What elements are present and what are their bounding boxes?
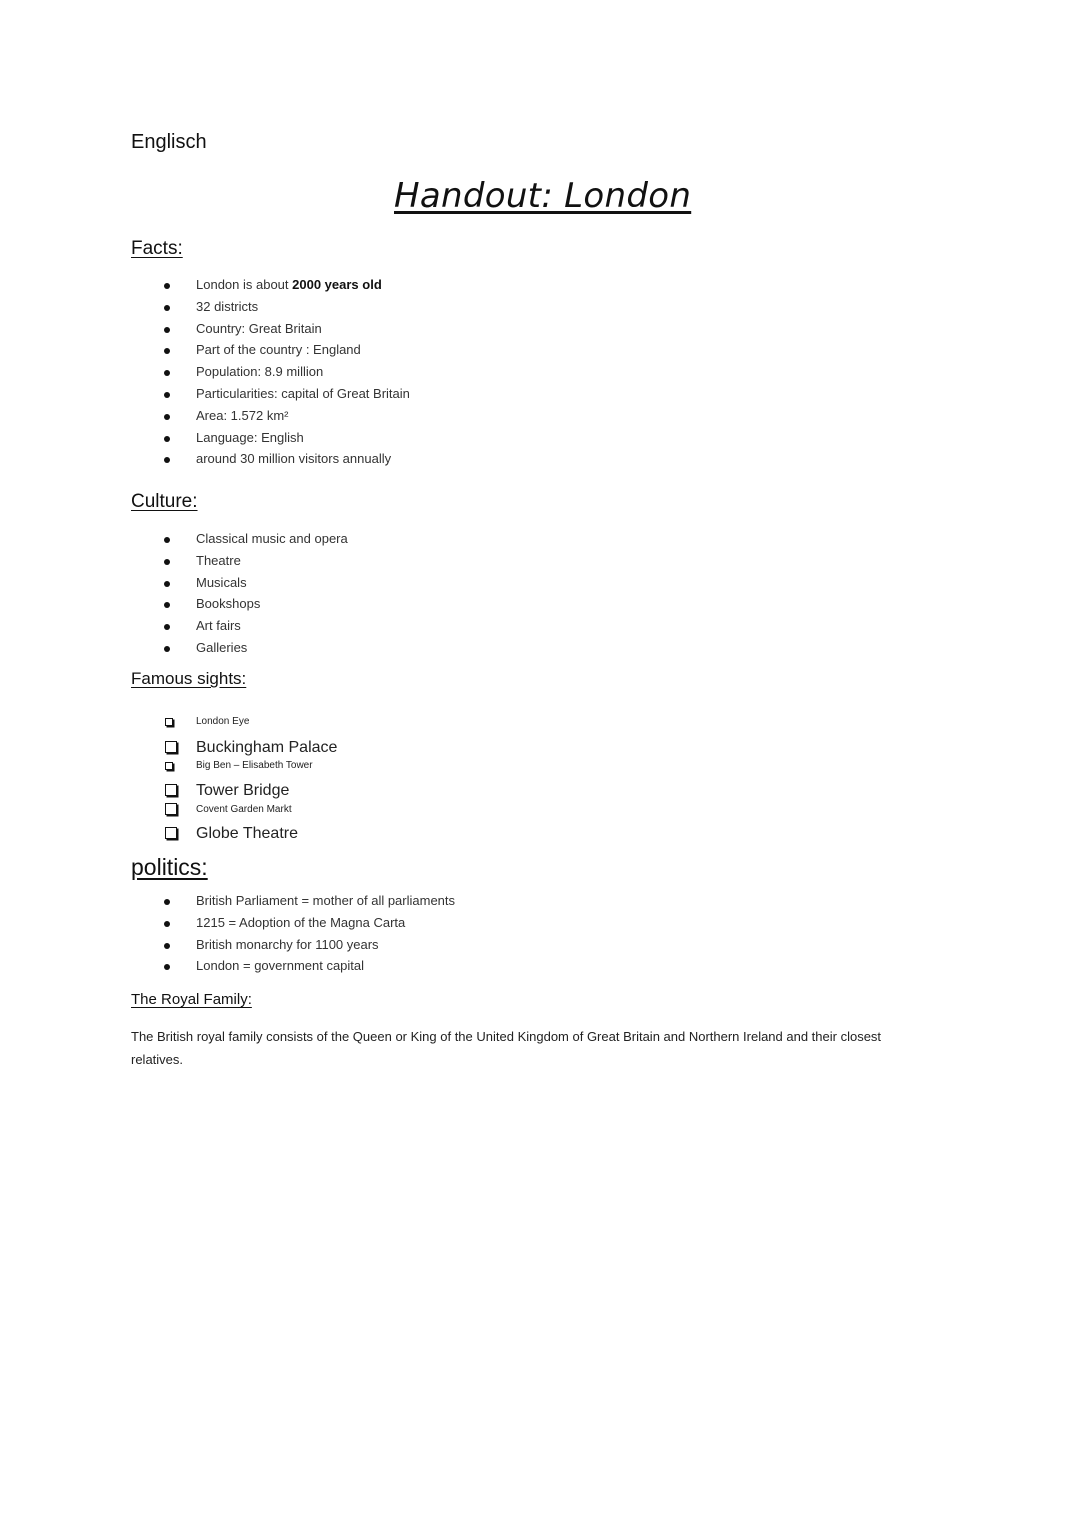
sight-label: Tower Bridge bbox=[196, 782, 290, 799]
bullet-icon bbox=[164, 283, 170, 289]
sight-label: Big Ben – Elisabeth Tower bbox=[196, 760, 313, 771]
facts-heading: Facts: bbox=[131, 238, 183, 259]
sights-heading: Famous sights: bbox=[131, 669, 247, 688]
culture-text: Theatre bbox=[196, 552, 241, 568]
bullet-icon bbox=[164, 646, 170, 652]
politics-text: British Parliament = mother of all parliaments bbox=[196, 893, 456, 908]
culture-text: Art fairs bbox=[196, 618, 241, 634]
fact-text: around 30 million visitors annually bbox=[196, 451, 392, 467]
royal-family-heading: The Royal Family: bbox=[131, 991, 252, 1008]
bullet-icon bbox=[164, 537, 170, 543]
bullet-icon bbox=[164, 348, 170, 354]
culture-text: Galleries bbox=[196, 639, 248, 655]
fact-text: Particularities: capital of Great Britain bbox=[196, 385, 410, 401]
culture-text: Bookshops bbox=[196, 596, 261, 612]
bullet-icon bbox=[164, 392, 170, 398]
bullet-icon bbox=[164, 899, 170, 905]
bullet-icon bbox=[164, 414, 170, 420]
bullet-icon bbox=[164, 305, 170, 311]
sight-label: Buckingham Palace bbox=[196, 739, 338, 756]
fact-text: Country: Great Britain bbox=[196, 320, 322, 336]
fact-text: Area: 1.572 km² bbox=[196, 407, 289, 423]
bullet-icon bbox=[164, 436, 170, 442]
politics-heading: politics: bbox=[131, 854, 208, 880]
bullet-icon bbox=[164, 559, 170, 565]
sight-label: London Eye bbox=[196, 716, 250, 727]
bullet-icon bbox=[164, 964, 170, 970]
politics-text: London = government capital bbox=[196, 958, 365, 974]
royal-family-paragraph: The British royal family consists of the Queen or King of the United Kingdom of Great Britain and Northern Ireland and their closest relatives. bbox=[131, 1029, 882, 1067]
sight-label: Covent Garden Markt bbox=[196, 804, 292, 815]
checkbox-icon bbox=[165, 741, 177, 753]
bullet-icon bbox=[164, 327, 170, 333]
fact-bold-text: 2000 years old bbox=[292, 277, 382, 292]
bullet-icon bbox=[164, 943, 170, 949]
bullet-icon bbox=[164, 457, 170, 463]
page-title: Handout: London bbox=[394, 176, 692, 216]
bullet-icon bbox=[164, 602, 170, 608]
checkbox-icon bbox=[165, 803, 177, 815]
sight-label: Globe Theatre bbox=[196, 825, 298, 842]
fact-text: Part of the country : England bbox=[196, 342, 361, 358]
checkbox-icon bbox=[165, 718, 173, 726]
culture-text: Classical music and opera bbox=[196, 531, 348, 546]
bullet-icon bbox=[164, 624, 170, 630]
checkbox-icon bbox=[165, 784, 177, 796]
fact-text: London is about bbox=[196, 277, 293, 292]
fact-text: Language: English bbox=[196, 429, 304, 445]
culture-text: Musicals bbox=[196, 574, 247, 590]
culture-heading: Culture: bbox=[131, 491, 198, 512]
checkbox-icon bbox=[165, 827, 177, 839]
checkbox-icon bbox=[165, 762, 173, 770]
bullet-icon bbox=[164, 581, 170, 587]
bullet-icon bbox=[164, 921, 170, 927]
politics-text: British monarchy for 1100 years bbox=[196, 936, 379, 952]
politics-text: 1215 = Adoption of the Magna Carta bbox=[196, 914, 406, 930]
subject-label: Englisch bbox=[131, 131, 207, 153]
bullet-icon bbox=[164, 370, 170, 376]
fact-text: Population: 8.9 million bbox=[196, 364, 324, 380]
fact-text: 32 districts bbox=[196, 298, 259, 314]
